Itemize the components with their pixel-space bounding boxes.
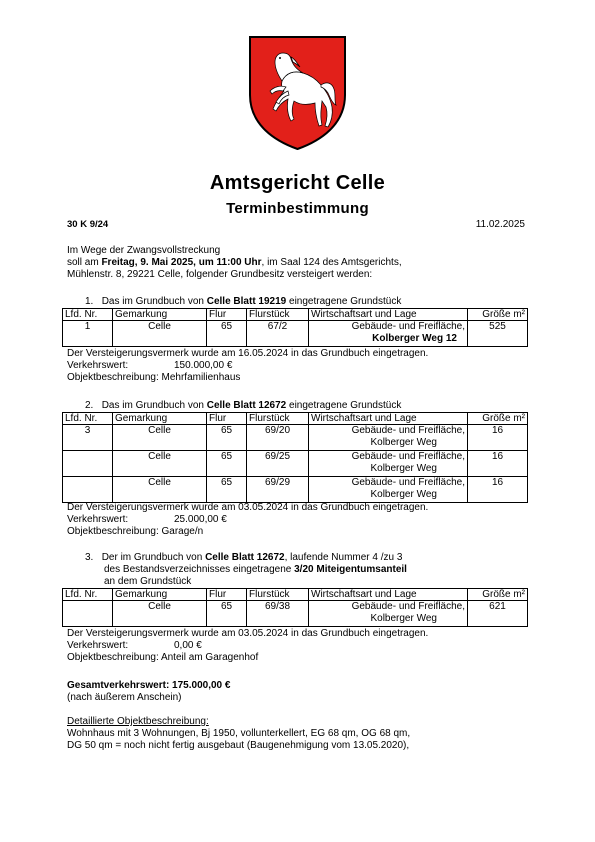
- value-amount: 0,00 €: [174, 640, 202, 651]
- cell-groesse: 16: [468, 451, 528, 477]
- intro-text: soll am: [67, 257, 102, 268]
- cell-wirtschaftsart: [309, 425, 468, 451]
- cell-wirtschaftsart: [309, 601, 468, 627]
- total-value: Gesamtverkehrswert: 175.000,00 €: [67, 680, 231, 691]
- cell-flur: 65: [207, 425, 247, 451]
- col-header: Wirtschaftsart und Lage: [309, 309, 468, 321]
- cell-flur: 65: [207, 477, 247, 503]
- item-2-heading: [85, 400, 401, 412]
- intro-line-1: Im Wege der Zwangsvollstreckung: [67, 245, 221, 256]
- cell-flur: 65: [207, 451, 247, 477]
- col-header: Flur: [207, 589, 247, 601]
- cell-lfd: [63, 451, 113, 477]
- art-line: Kolberger Weg: [370, 463, 437, 474]
- cell-wirtschaftsart: [309, 477, 468, 503]
- cell-groesse: 621: [468, 601, 528, 627]
- cell-groesse: 525: [468, 321, 528, 347]
- art-line: Gebäude- und Freifläche,: [351, 477, 465, 488]
- vermerk-3: Der Versteigerungsvermerk wurde am 03.05.2024 in das Grundbuch eingetragen.: [67, 628, 429, 639]
- court-name: Amtsgericht Celle: [209, 172, 386, 194]
- item-number: 2.: [85, 400, 94, 411]
- item-3-line-3: an dem Grundstück: [104, 576, 192, 587]
- grundbuch-ref: Celle Blatt 19219: [206, 296, 287, 307]
- objekt-2: Objektbeschreibung: Garage/n: [67, 526, 204, 537]
- grundbuch-ref: Celle Blatt 12672: [205, 552, 285, 563]
- table-header: [63, 413, 528, 425]
- cell-flurstueck: 69/25: [247, 451, 309, 477]
- cell-gemarkung: Celle: [113, 425, 207, 451]
- art-line: Kolberger Weg: [370, 489, 437, 500]
- col-header: Gemarkung: [113, 413, 207, 425]
- item-number: 3.: [85, 552, 94, 563]
- auction-date: Freitag, 9. Mai 2025, um 11:00 Uhr: [101, 257, 262, 268]
- details-line-1: Wohnhaus mit 3 Wohnungen, Bj 1950, vollunterkellert, EG 68 qm, OG 68 qm,: [67, 728, 411, 739]
- cell-flurstueck: 69/38: [247, 601, 309, 627]
- details-line-2: DG 50 qm = noch nicht fertig ausgebaut (Baugenehmigung vom 13.05.2020),: [67, 740, 410, 751]
- total-note: (nach äußerem Anschein): [67, 692, 182, 703]
- item-3-heading: [85, 552, 402, 564]
- cell-flurstueck: 69/29: [247, 477, 309, 503]
- cell-wirtschaftsart: [309, 451, 468, 477]
- property-table-3: [62, 588, 528, 627]
- item-text: eingetragene Grundstück: [286, 296, 402, 307]
- table-row: [63, 451, 528, 477]
- vermerk-1: Der Versteigerungsvermerk wurde am 16.05.2024 in das Grundbuch eingetragen.: [67, 348, 429, 359]
- table-row: [63, 321, 528, 347]
- cell-lfd: [63, 601, 113, 627]
- value-label: Verkehrswert:: [67, 514, 129, 525]
- table-row: [63, 477, 528, 503]
- item-number: 1.: [85, 296, 94, 307]
- value-label: Verkehrswert:: [67, 640, 129, 651]
- value-amount: 150.000,00 €: [174, 360, 233, 371]
- objekt-3: Objektbeschreibung: Anteil am Garagenhof: [67, 652, 259, 663]
- col-header: Wirtschaftsart und Lage: [309, 413, 468, 425]
- value-amount: 25.000,00 €: [174, 514, 227, 525]
- table-header: [63, 309, 528, 321]
- table-row: [63, 425, 528, 451]
- intro-line-3: Mühlenstr. 8, 29221 Celle, folgender Grundbesitz versteigert werden:: [67, 269, 373, 280]
- cell-lfd: [63, 477, 113, 503]
- cell-wirtschaftsart: [309, 321, 468, 347]
- cell-groesse: 16: [468, 477, 528, 503]
- item-3-line-2: [104, 564, 407, 576]
- cell-lfd: 3: [63, 425, 113, 451]
- table-header: [63, 589, 528, 601]
- art-line: Gebäude- und Freifläche,: [351, 321, 465, 332]
- art-line: Kolberger Weg: [370, 613, 437, 624]
- col-header: Gemarkung: [113, 309, 207, 321]
- cell-groesse: 16: [468, 425, 528, 451]
- col-header: Flurstück: [247, 413, 309, 425]
- col-header: Größe m²: [468, 309, 528, 321]
- item-text: eingetragene Grundstück: [286, 400, 402, 411]
- col-header: Gemarkung: [113, 589, 207, 601]
- col-header: Größe m²: [468, 413, 528, 425]
- document-title: Terminbestimmung: [226, 200, 369, 217]
- col-header: Flurstück: [247, 589, 309, 601]
- art-line: Kolberger Weg 12: [372, 333, 457, 344]
- item-text: Das im Grundbuch von: [101, 296, 207, 307]
- cell-gemarkung: Celle: [113, 451, 207, 477]
- vermerk-2: Der Versteigerungsvermerk wurde am 03.05.2024 in das Grundbuch eingetragen.: [67, 502, 429, 513]
- col-header: Lfd. Nr.: [63, 589, 113, 601]
- objekt-1: Objektbeschreibung: Mehrfamilienhaus: [67, 372, 241, 383]
- property-table-1: [62, 308, 528, 347]
- art-line: Gebäude- und Freifläche,: [351, 451, 465, 462]
- intro-line-2: [67, 257, 402, 269]
- col-header: Lfd. Nr.: [63, 413, 113, 425]
- item-text: Der im Grundbuch von: [101, 552, 206, 563]
- art-line: Gebäude- und Freifläche,: [351, 601, 465, 612]
- item-text: des Bestandsverzeichnisses eingetragene: [104, 564, 295, 575]
- intro-text: , im Saal 124 des Amtsgerichts,: [261, 257, 402, 268]
- coat-of-arms-icon: [248, 35, 347, 151]
- item-text: , laufende Nummer 4 /zu 3: [284, 552, 403, 563]
- verkehrswert-2: [67, 514, 227, 526]
- details-heading: Detaillierte Objektbeschreibung:: [67, 716, 209, 727]
- col-header: Flur: [207, 309, 247, 321]
- cell-gemarkung: Celle: [113, 321, 207, 347]
- col-header: Flurstück: [247, 309, 309, 321]
- col-header: Wirtschaftsart und Lage: [309, 589, 468, 601]
- cell-gemarkung: Celle: [113, 601, 207, 627]
- grundbuch-ref: Celle Blatt 12672: [206, 400, 287, 411]
- property-table-2: [62, 412, 528, 503]
- item-text: Das im Grundbuch von: [101, 400, 207, 411]
- cell-flur: 65: [207, 601, 247, 627]
- cell-flurstueck: 67/2: [247, 321, 309, 347]
- verkehrswert-1: [67, 360, 233, 372]
- item-1-heading: [85, 296, 401, 308]
- cell-flur: 65: [207, 321, 247, 347]
- cell-gemarkung: Celle: [113, 477, 207, 503]
- col-header: Flur: [207, 413, 247, 425]
- art-line: Kolberger Weg: [370, 437, 437, 448]
- document-date: 11.02.2025: [475, 219, 525, 230]
- cell-flurstueck: 69/20: [247, 425, 309, 451]
- col-header: Lfd. Nr.: [63, 309, 113, 321]
- col-header: Größe m²: [468, 589, 528, 601]
- verkehrswert-3: [67, 640, 202, 652]
- cell-lfd: 1: [63, 321, 113, 347]
- art-line: Gebäude- und Freifläche,: [351, 425, 465, 436]
- table-row: [63, 601, 528, 627]
- case-number: 30 K 9/24: [67, 219, 109, 230]
- share-fraction: 3/20 Miteigentumsanteil: [294, 564, 407, 575]
- value-label: Verkehrswert:: [67, 360, 129, 371]
